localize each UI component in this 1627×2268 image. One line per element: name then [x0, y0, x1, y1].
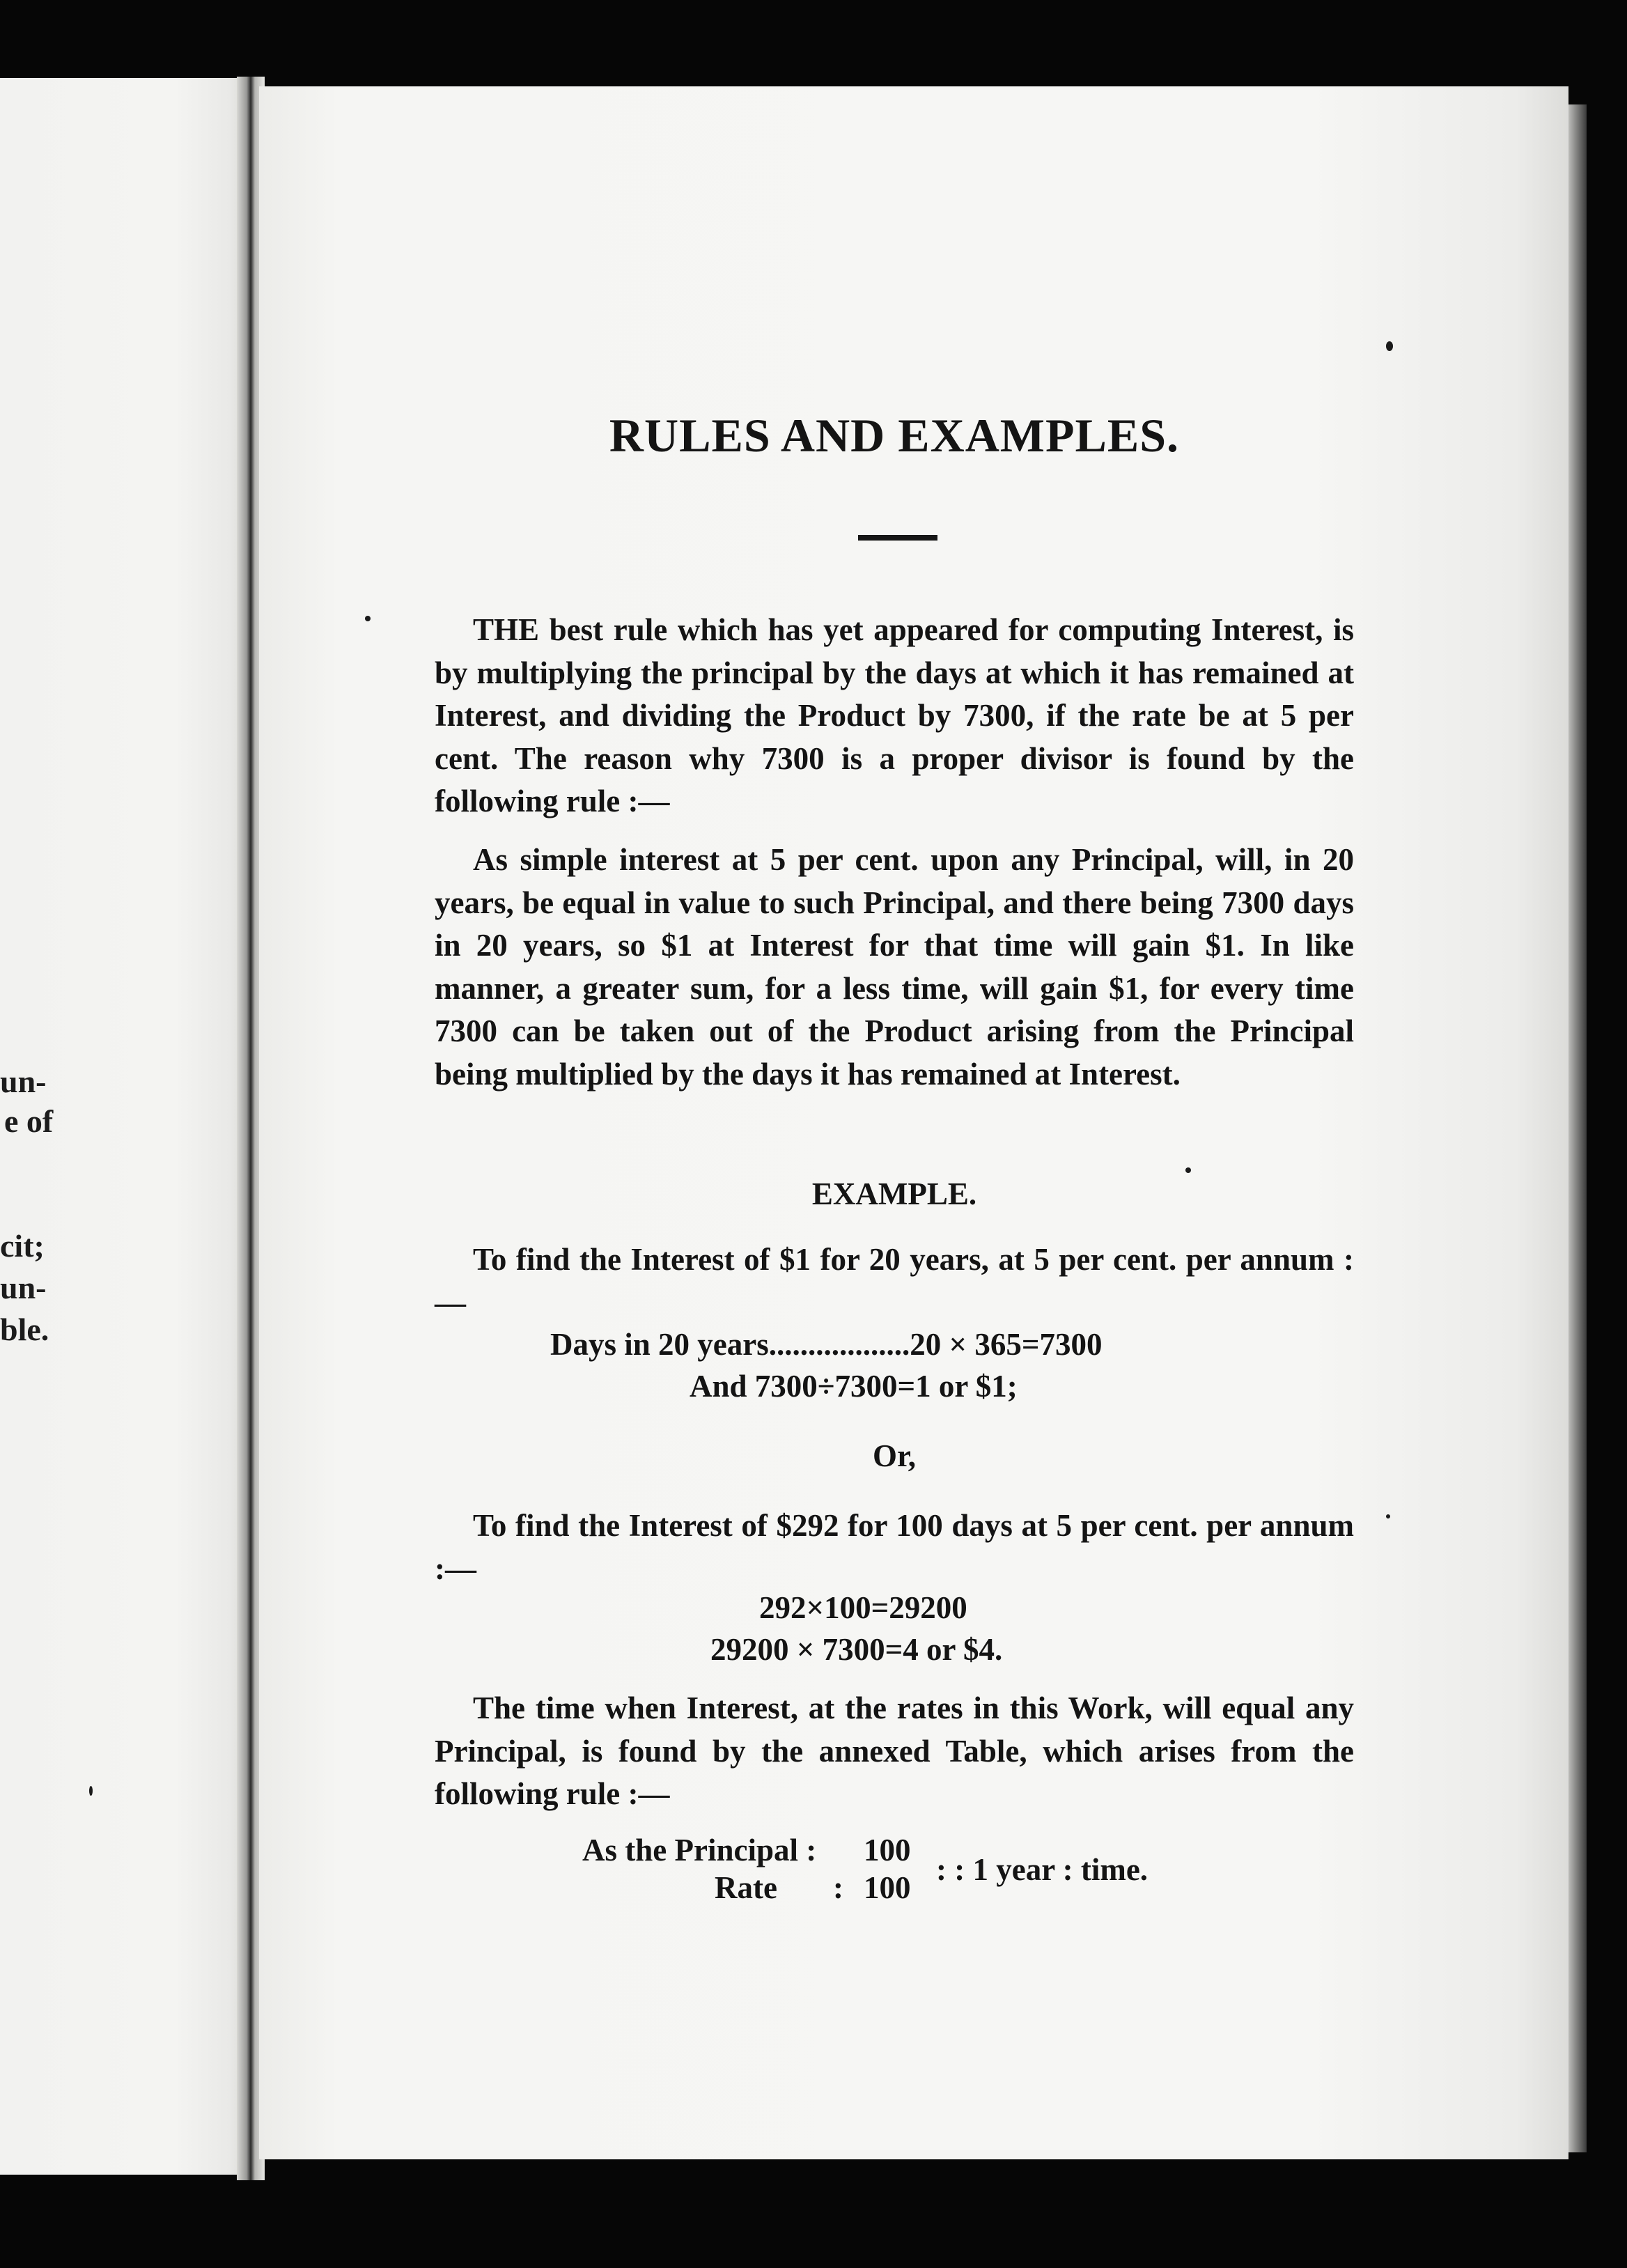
left-fragment-1: un- — [0, 1064, 47, 1099]
example-2-intro: To find the Interest of $292 for 100 days at 5 per cent. per annum :— — [435, 1508, 1354, 1586]
ink-speck — [1185, 1167, 1191, 1173]
ink-speck — [89, 1786, 93, 1796]
page-edge-shadow — [1568, 104, 1587, 2152]
page-title: RULES AND EXAMPLES. — [609, 409, 1180, 462]
paragraph-3: The time when Interest, at the rates in this Work, will equal any Principal, is found by the annexed Table, which arises from the following rule :— — [435, 1691, 1354, 1811]
left-fragment-2: e of — [4, 1103, 54, 1139]
title-divider — [858, 535, 937, 541]
rule-row1-value: 100 — [864, 1833, 911, 1867]
example-2-line-2: 29200 × 7300=4 or $4. — [710, 1632, 1003, 1667]
example-1-intro: To find the Interest of $1 for 20 years, at 5 per cent. per annum :— — [435, 1242, 1354, 1320]
paragraph-1: THE best rule which has yet appeared for computing Interest, is by multiplying the principal by the days at which it has remained at Interest, and dividing the Product by 7300, if the rate be at 5 per cent. The reason why 7300 is a proper divisor is found by the following rule :— — [435, 612, 1354, 818]
or-label: Or, — [872, 1438, 917, 1473]
right-page — [259, 86, 1568, 2159]
example-1-line-2: And 7300÷7300=1 or $1; — [690, 1369, 1018, 1404]
ink-speck — [365, 616, 371, 621]
left-facing-page — [0, 78, 249, 2175]
example-1-line-1: Days in 20 years..................20 × 365=7300 — [550, 1327, 1103, 1362]
rule-row1-label: As the Principal : — [582, 1833, 817, 1867]
left-fragment-4: un- — [0, 1270, 47, 1305]
example-2-line-1: 292×100=29200 — [759, 1590, 967, 1625]
paragraph-2: As simple interest at 5 per cent. upon any Principal, will, in 20 years, be equal in value to such Principal, and there being 7300 days in 20 years, so $1 at Interest for that time will gain $1. In like manner, a greater sum, for a less time, will gain $1, for every time 7300 can be taken out of the Product arising from the Principal being multiplied by the days it has remained at Interest. — [435, 842, 1354, 1092]
rule-row2-value: 100 — [864, 1870, 911, 1905]
rule-row2-label: Rate — [715, 1870, 777, 1905]
ink-speck — [1386, 1514, 1390, 1519]
left-fragment-5: ble. — [0, 1312, 49, 1347]
left-fragment-3: cit; — [0, 1228, 45, 1264]
ink-speck — [1386, 341, 1393, 351]
rule-row2-separator: : — [833, 1870, 843, 1905]
rule-proportion: : : 1 year : time. — [936, 1852, 1149, 1887]
example-heading: EXAMPLE. — [811, 1176, 977, 1211]
